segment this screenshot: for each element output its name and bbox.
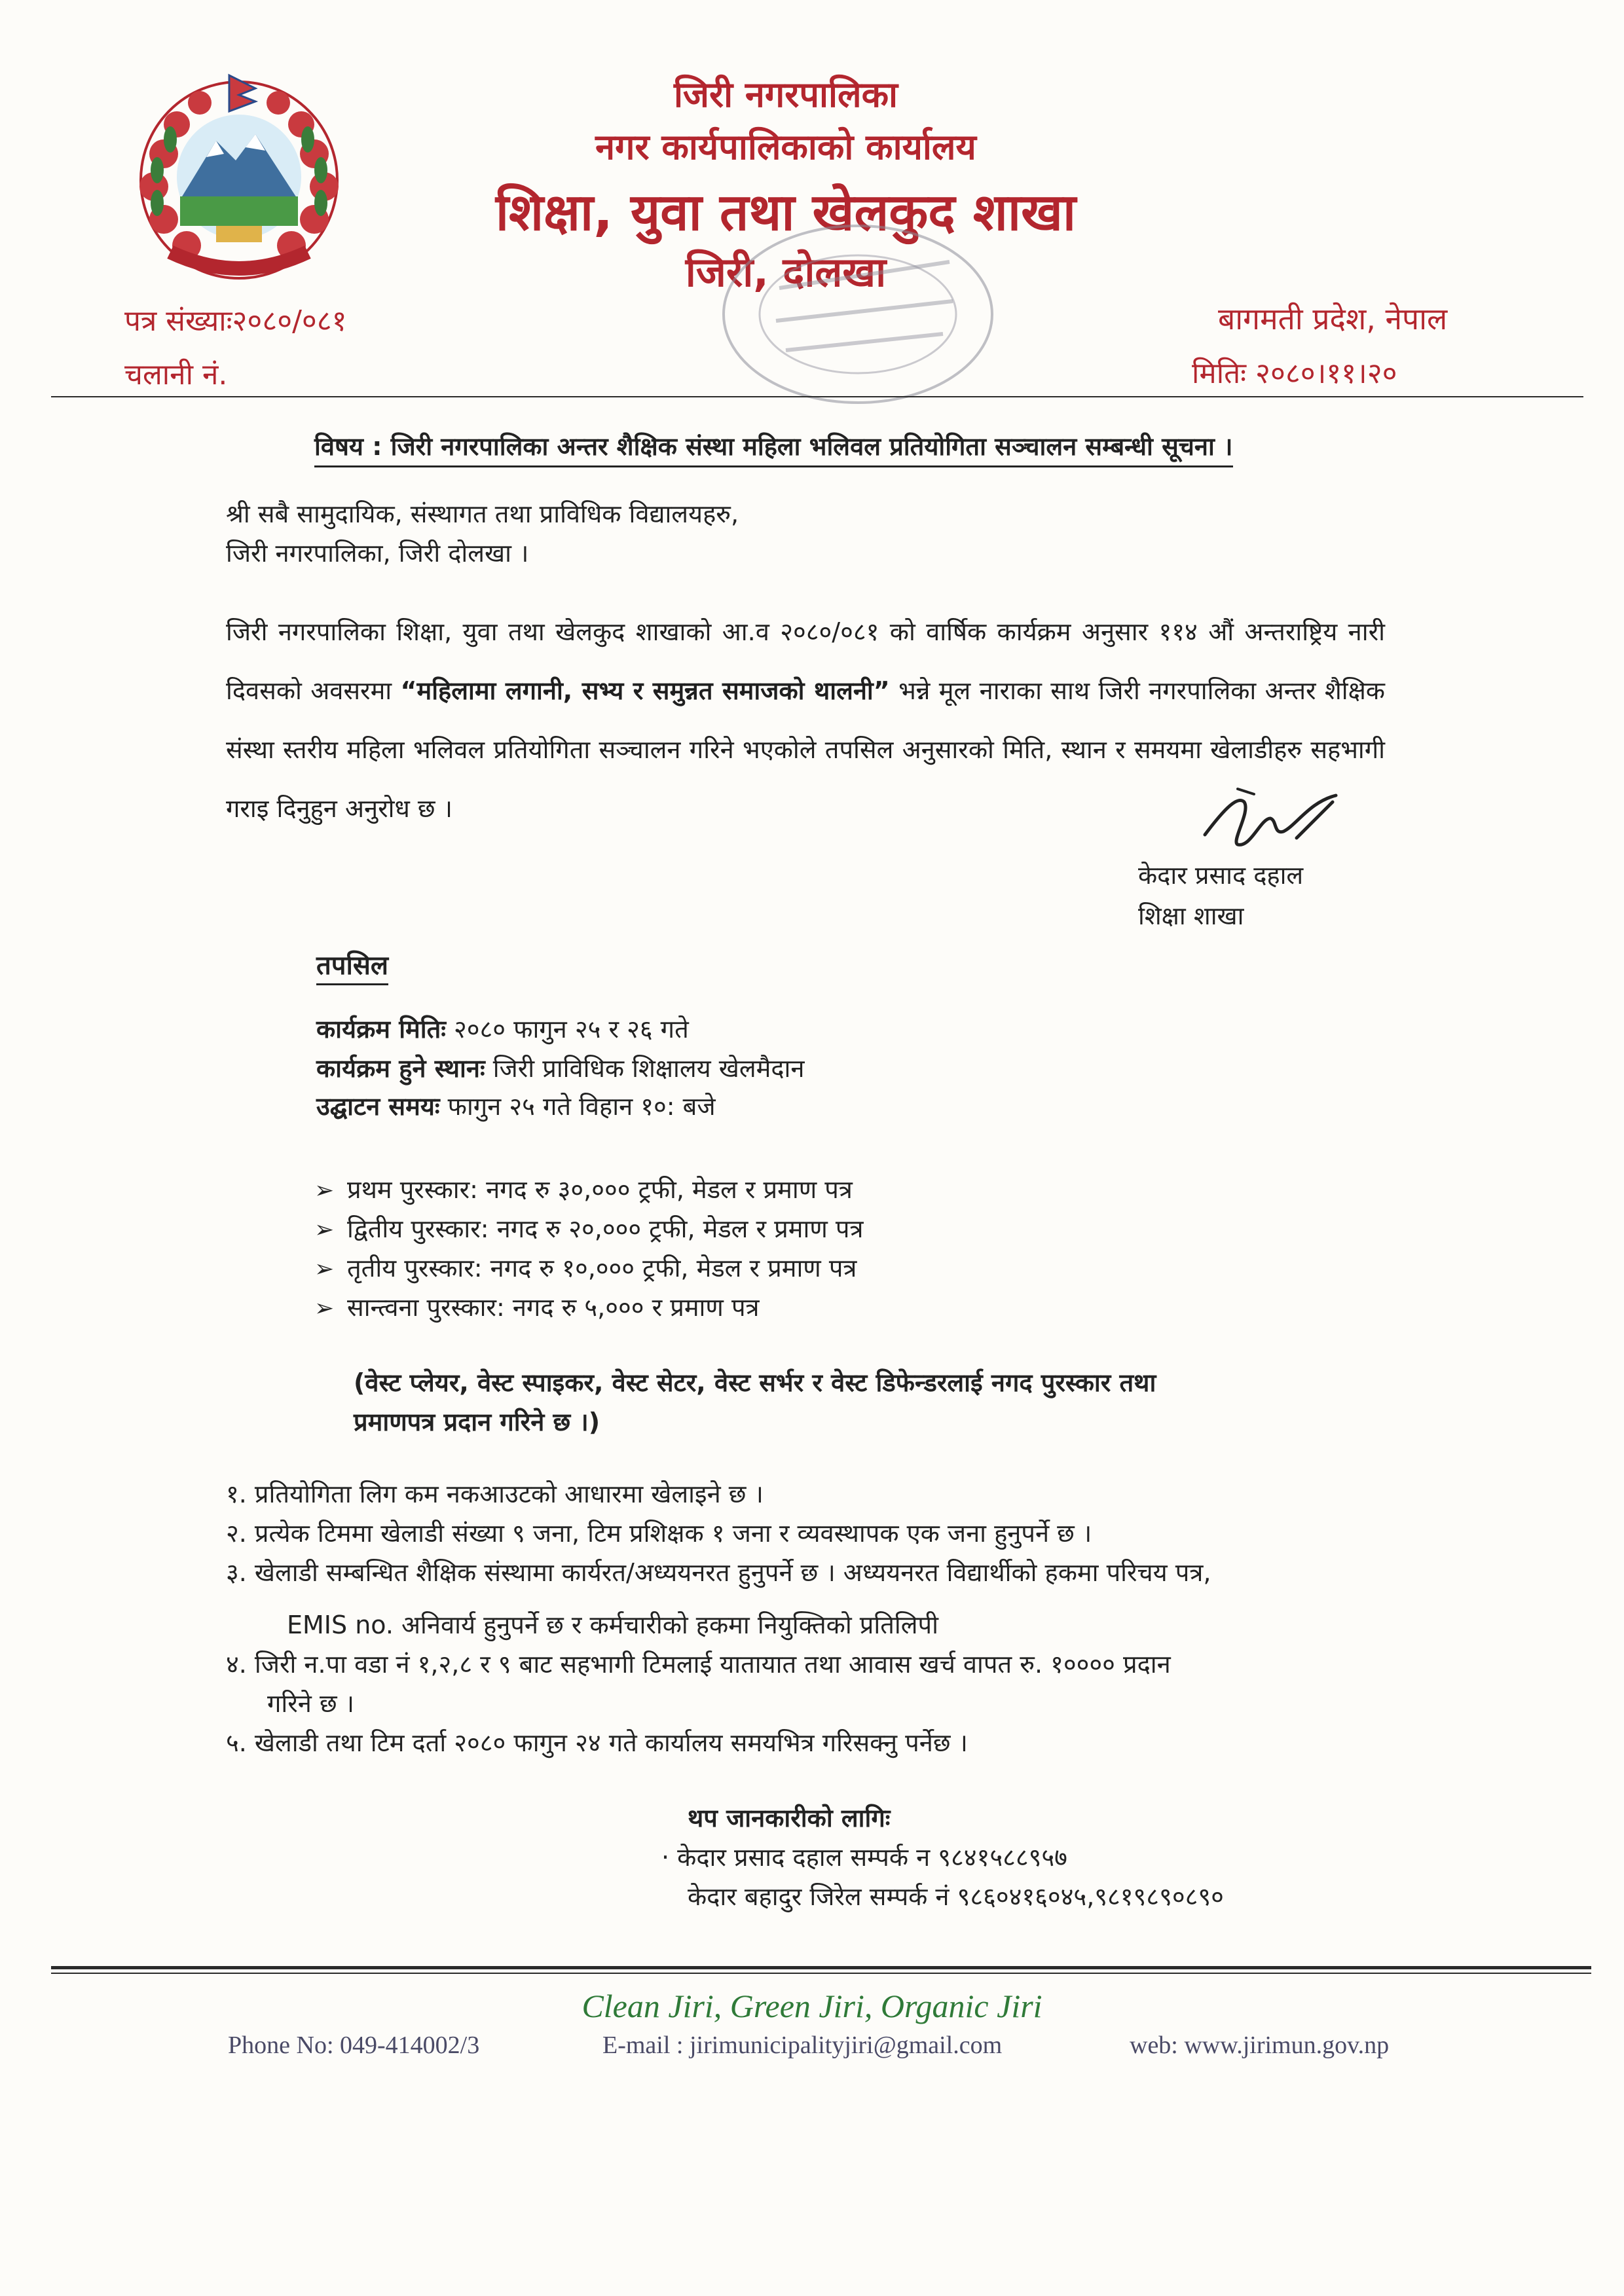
municipality-name: जिरी नगरपालिका xyxy=(673,74,898,115)
footer-divider xyxy=(51,1966,1591,1969)
province: बागमती प्रदेश, नेपाल xyxy=(1218,301,1448,337)
office-name: नगर कार्यपालिकाको कार्यालय xyxy=(595,126,976,168)
dispatch-number: चलानी नं. xyxy=(124,358,228,392)
addressee-line-2: जिरी नगरपालिका, जिरी दोलखा । xyxy=(226,539,529,568)
campaign-slogan: “महिलामा लगानी, सभ्य र समुन्नत समाजको थालनी” xyxy=(400,676,890,705)
best-player-note-line-2: प्रमाणपत्र प्रदान गरिने छ ।) xyxy=(354,1408,600,1436)
contact-line-1 xyxy=(661,1840,1067,1874)
prize-text: सान्त्वना पुरस्कार: नगद रु ५,००० र प्रमाण पत्र xyxy=(347,1293,760,1322)
prize-text: प्रथम पुरस्कार: नगद रु ३०,००० ट्रफी, मेडल र प्रमाण पत्र xyxy=(347,1175,853,1204)
rule-item: ३. खेलाडी सम्बन्धित शैक्षिक संस्थामा कार्यरत/अध्ययनरत हुनुपर्ने छ । अध्ययनरत विद्यार्थीको हकमा परिचय पत्र, xyxy=(226,1558,1211,1587)
schedule-label: कार्यक्रम हुने स्थानः xyxy=(316,1054,485,1083)
schedule-row-time xyxy=(316,1089,716,1123)
rule-item: ४. जिरी न.पा वडा नं १,२,८ र ९ बाट सहभागी टिमलाई यातायात तथा आवास खर्च वापत रु. १०००० प्रदान xyxy=(226,1650,1171,1679)
rule-item-continuation: गरिने छ । xyxy=(267,1689,355,1718)
prize-item xyxy=(314,1172,853,1206)
arrow-bullet-icon: ➢ xyxy=(314,1295,335,1322)
schedule-row-venue xyxy=(316,1051,804,1085)
office-seal-stamp xyxy=(714,216,1002,412)
rule-item: १. प्रतियोगिता लिग कम नकआउटको आधारमा खेलाइने छ । xyxy=(226,1480,764,1508)
addressee-line-1: श्री सबै सामुदायिक, संस्थागत तथा प्राविधिक विद्यालयहरु, xyxy=(226,500,739,528)
letter-subject: विषय : जिरी नगरपालिका अन्तर शैक्षिक संस्था महिला भलिवल प्रतियोगिता सञ्चालन सम्बन्धी सूचना । xyxy=(314,429,1233,467)
body-text-1: जिरी नगरपालिका शिक्षा, युवा तथा खेलकुद शाखाको आ.व २०८०/०८१ को वार्षिक कार्यक्रम अनुसार ११४ औं अन्तराष्ट्रिय नारी दिवसको अवसरमा xyxy=(226,617,1385,705)
body-text-2: भन्ने मूल नाराका साथ जिरी नगरपालिका अन्तर शैक्षिक संस्था स्तरीय महिला भलिवल प्रतियोगिता सञ्चालन गरिने भएकोले तपसिल अनुसारको मिति, स्थान र समयमा खेलाडीहरु सहभागी गराइ दिनुहुन अनुरोध छ । xyxy=(226,676,1385,823)
schedule-value: फागुन २५ गते विहान १०: बजे xyxy=(439,1092,716,1121)
rule-item-continuation: EMIS no. अनिवार्य हुनुपर्ने छ र कर्मचारीको हकमा नियुक्तिको प्रतिलिपी xyxy=(287,1611,938,1639)
signature xyxy=(1198,782,1349,854)
rule-item: ५. खेलाडी तथा टिम दर्ता २०८० फागुन २४ गते कार्यालय समयभित्र गरिसक्नु पर्नेछ । xyxy=(226,1728,968,1757)
contact-line-2: केदार बहादुर जिरेल सम्पर्क नं ९८६०४१६०४५,९८१९८९०८९० xyxy=(688,1882,1224,1911)
letter-date: मितिः २०८०।११।२० xyxy=(1192,357,1397,390)
prize-text: द्वितीय पुरस्कार: नगद रु २०,००० ट्रफी, मेडल र प्रमाण पत्र xyxy=(347,1214,864,1243)
schedule-label: उद्घाटन समयः xyxy=(316,1092,440,1121)
footer-email: E-mail : jirimunicipalityjiri@gmail.com xyxy=(602,2032,1003,2059)
rule-item: २. प्रत्येक टिममा खेलाडी संख्या ९ जना, टिम प्रशिक्षक १ जना र व्यवस्थापक एक जना हुनुपर्ने छ । xyxy=(226,1519,1092,1548)
prize-text: तृतीय पुरस्कार: नगद रु १०,००० ट्रफी, मेडल र प्रमाण पत्र xyxy=(347,1254,857,1283)
signatory-branch: शिक्षा शाखा xyxy=(1138,902,1244,930)
schedule-row-date xyxy=(316,1011,689,1046)
best-player-note-line-1: (वेस्ट प्लेयर, वेस्ट स्पाइकर, वेस्ट सेटर, वेस्ट सर्भर र वेस्ट डिफेन्डरलाई नगद पुरस्कार तथा xyxy=(354,1368,1156,1397)
office-location: जिरी, दोलखा xyxy=(685,248,887,296)
contact-heading: थप जानकारीको लागिः xyxy=(688,1804,891,1832)
arrow-bullet-icon: ➢ xyxy=(314,1256,335,1283)
schedule-heading: तपसिल xyxy=(316,946,388,985)
arrow-bullet-icon: ➢ xyxy=(314,1177,335,1204)
footer-divider-thin xyxy=(51,1973,1591,1974)
footer-motto: Clean Jiri, Green Jiri, Organic Jiri xyxy=(581,1988,1043,2024)
letter-reference-number: पत्र संख्याः२०८०/०८१ xyxy=(124,304,347,338)
prize-item xyxy=(314,1250,857,1285)
arrow-bullet-icon: ➢ xyxy=(314,1216,335,1243)
footer-website: web: www.jirimun.gov.np xyxy=(1130,2032,1390,2059)
signatory-name: केदार प्रसाद दहाल xyxy=(1138,861,1304,890)
schedule-value: २०८० फागुन २५ र २६ गते xyxy=(445,1015,689,1044)
prize-item xyxy=(314,1290,760,1324)
branch-name: शिक्षा, युवा तथा खेलकुद शाखा xyxy=(495,183,1077,242)
schedule-value: जिरी प्राविधिक शिक्षालय खेलमैदान xyxy=(485,1054,805,1083)
contact-text: केदार प्रसाद दहाल सम्पर्क न ९८४१५८८९५७ xyxy=(677,1843,1067,1872)
dot-bullet-icon: · xyxy=(661,1843,678,1872)
schedule-label: कार्यक्रम मितिः xyxy=(316,1015,446,1044)
nepal-emblem-logo xyxy=(124,62,354,291)
footer-phone: Phone No: 049-414002/3 xyxy=(228,2032,480,2059)
prize-item xyxy=(314,1211,863,1245)
header-divider xyxy=(51,396,1583,397)
